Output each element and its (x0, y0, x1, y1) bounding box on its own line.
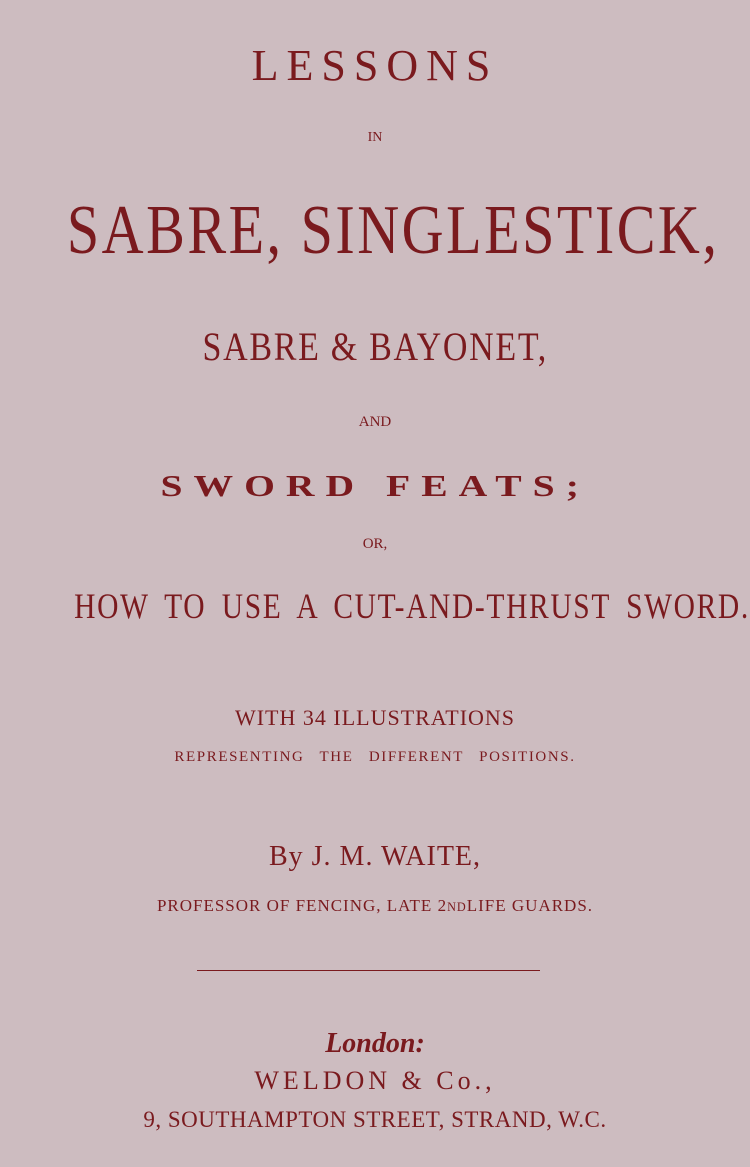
positions-line: REPRESENTING THE DIFFERENT POSITIONS. (174, 749, 576, 765)
title-how-to: HOW TO USE A CUT-AND-THRUST SWORD. (74, 586, 750, 626)
illustrations-line: WITH 34 ILLUSTRATIONS (234, 705, 516, 730)
title-sabre-bayonet: SABRE & BAYONET, (202, 324, 548, 369)
title-lessons: LESSONS (251, 41, 499, 90)
address: 9, SOUTHAMPTON STREET, STRAND, W.C. (143, 1107, 607, 1132)
publisher: WELDON & Co., (254, 1066, 496, 1095)
author-title: PROFESSOR OF FENCING, LATE 2NDLIFE GUARDS. (156, 896, 594, 915)
title-sabre-singlestick: SABRE, SINGLESTICK, (66, 192, 720, 269)
divider-rule (197, 970, 540, 971)
title-in: IN (367, 130, 383, 145)
author-line: By J. M. WAITE, (268, 841, 482, 872)
title-or: OR, (362, 536, 388, 552)
city-london: London: (325, 1028, 425, 1059)
title-and: AND (358, 414, 392, 430)
title-sword-feats: SWORD FEATS; (160, 469, 590, 503)
